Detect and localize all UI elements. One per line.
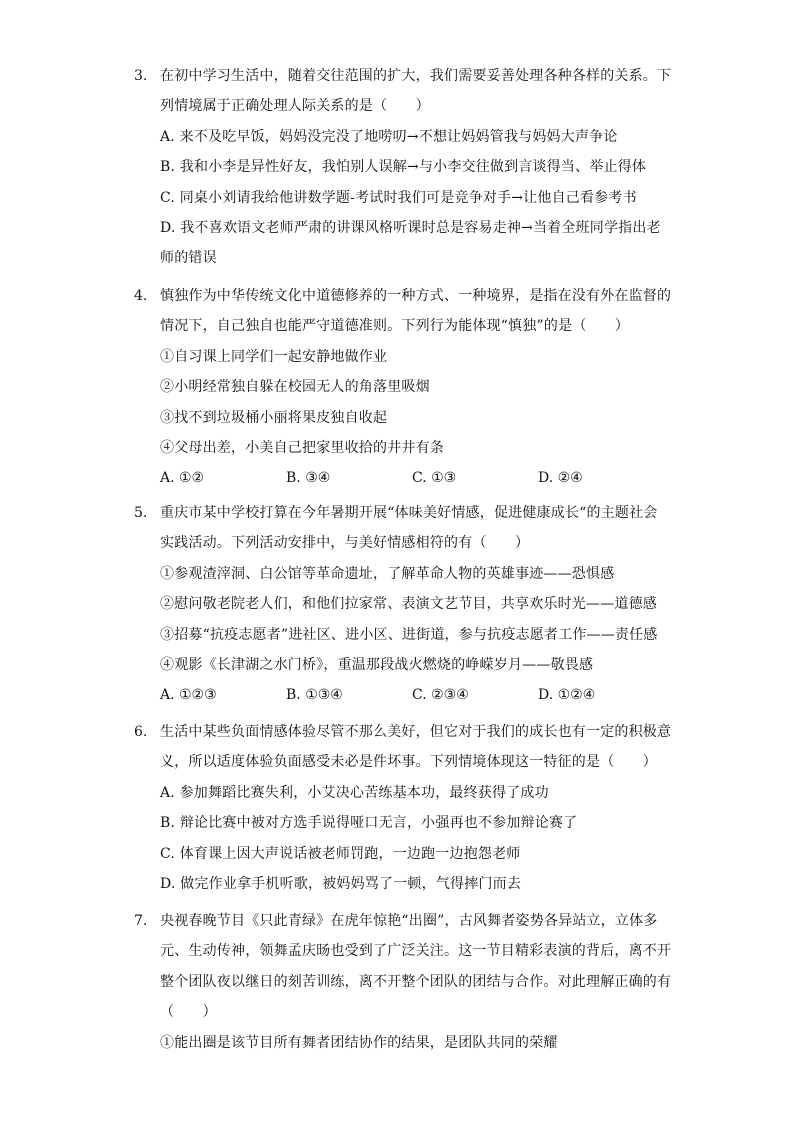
question-stem-line: 情况下，自己独自也能严守道德准则。下列行为能体现“慎独”的是（ ） bbox=[160, 318, 630, 335]
question-stem-line: 生活中某些负面情感体验尽管不那么美好，但它对于我们的成长也有一定的积极意 bbox=[160, 724, 672, 740]
option-c: C. 同桌小刘请我给他讲数学题-考试时我们可是竞争对手→让他自己看参考书 bbox=[160, 189, 637, 206]
option-d: D. 我不喜欢语文老师严肃的讲课风格听课时总是容易走神→当着全班同学指出老 bbox=[160, 220, 661, 237]
question-number: 5. bbox=[134, 505, 148, 521]
option-c: C. 体育课上因大声说话被老师罚跑，一边跑一边抱怨老师 bbox=[160, 845, 521, 862]
statement-item: ①能出圈是该节目所有舞者团结协作的结果，是团队共同的荣耀 bbox=[160, 1034, 558, 1051]
option-d: D. ②④ bbox=[538, 470, 583, 487]
question-number: 3. bbox=[134, 68, 148, 84]
question-stem-line: 元、生动传神，领舞孟庆旸也受到了广泛关注。这一节目精彩表演的背后，离不开 bbox=[160, 943, 672, 960]
question-number: 6. bbox=[134, 724, 148, 740]
option-d: D. 做完作业拿手机听歌，被妈妈骂了一顿，气得摔门而去 bbox=[160, 876, 522, 893]
options-row bbox=[160, 680, 665, 710]
option-a: A. ①② bbox=[160, 470, 205, 487]
statement-item: ④观影《长津湖之水门桥》，重温那段战火燃烧的峥嵘岁月——敬畏感 bbox=[160, 657, 594, 674]
statement-item: ②慰问敬老院老人们，和他们拉家常、表演文艺节目，共享欢乐时光——道德感 bbox=[160, 596, 657, 613]
option-a: A. 来不及吃早饭，妈妈没完没了地唠叨→不想让妈妈管我与妈妈大声争论 bbox=[160, 128, 618, 145]
question-body bbox=[160, 717, 672, 899]
option-b: B. 辩论比赛中被对方选手说得哑口无言，小强再也不参加辩论赛了 bbox=[160, 815, 578, 832]
option-a: A. 参加舞蹈比赛失利，小艾决心苦练基本功，最终获得了成功 bbox=[160, 784, 549, 801]
statement-item: ③招募“抗疫志愿者”进社区、进小区、进街道，参与抗疫志愿者工作——责任感 bbox=[160, 626, 658, 643]
option-d: D. ①②④ bbox=[538, 687, 596, 704]
option-b: B. 我和小李是异性好友，我怕别人误解→与小李交往做到言谈得当、举止得体 bbox=[160, 159, 647, 176]
question-body bbox=[160, 281, 672, 494]
question-body bbox=[160, 61, 672, 274]
question-stem-line: 实践活动。下列活动安排中，与美好情感相符的有（ ） bbox=[160, 535, 530, 552]
question-stem-line: 在初中学习生活中，随着交往范围的扩大，我们需要妥善处理各种各样的关系。下 bbox=[160, 68, 672, 84]
statement-item: ①自习课上同学们一起安静地做作业 bbox=[160, 348, 388, 365]
question-stem-line: 央视春晚节目《只此青绿》在虎年惊艳“出圈”，古风舞者姿势各异站立，立体多 bbox=[160, 913, 658, 929]
question-number: 7. bbox=[134, 913, 148, 929]
option-d-continued: 师的错误 bbox=[160, 250, 217, 267]
question-stem-line: （ ） bbox=[160, 1004, 217, 1021]
question-body bbox=[160, 906, 672, 1058]
statement-item: ①参观渣滓洞、白公馆等革命遗址，了解革命人物的英雄事迹——恐惧感 bbox=[160, 565, 615, 582]
options-row bbox=[160, 463, 665, 493]
option-c: C. ②③④ bbox=[412, 687, 469, 704]
question-body bbox=[160, 498, 665, 711]
option-b: B. ③④ bbox=[286, 470, 331, 487]
statement-item: ③找不到垃圾桶小丽将果皮独自收起 bbox=[160, 409, 388, 426]
question-stem-line: 列情境属于正确处理人际关系的是（ ） bbox=[160, 98, 430, 115]
question-stem-line: 义，所以适度体验负面感受未必是件坏事。下列情境体现这一特征的是（ ） bbox=[160, 754, 657, 771]
statement-item: ④父母出差，小美自己把家里收拾的井井有条 bbox=[160, 440, 444, 457]
statement-item: ②小明经常独自躲在校园无人的角落里吸烟 bbox=[160, 379, 430, 396]
question-number: 4. bbox=[134, 288, 148, 304]
question-stem-line: 整个团队夜以继日的刻苦训练，离不开整个团队的团结与合作。对此理解正确的有 bbox=[160, 973, 672, 990]
option-a: A. ①②③ bbox=[160, 687, 217, 704]
option-c: C. ①③ bbox=[412, 470, 457, 487]
question-stem-line: 重庆市某中学校打算在今年暑期开展“体味美好情感，促进健康成长“的主题社会 bbox=[160, 505, 658, 521]
question-stem-line: 慎独作为中华传统文化中道德修养的一种方式、一种境界，是指在没有外在监督的 bbox=[160, 288, 672, 304]
option-b: B. ①③④ bbox=[286, 687, 343, 704]
